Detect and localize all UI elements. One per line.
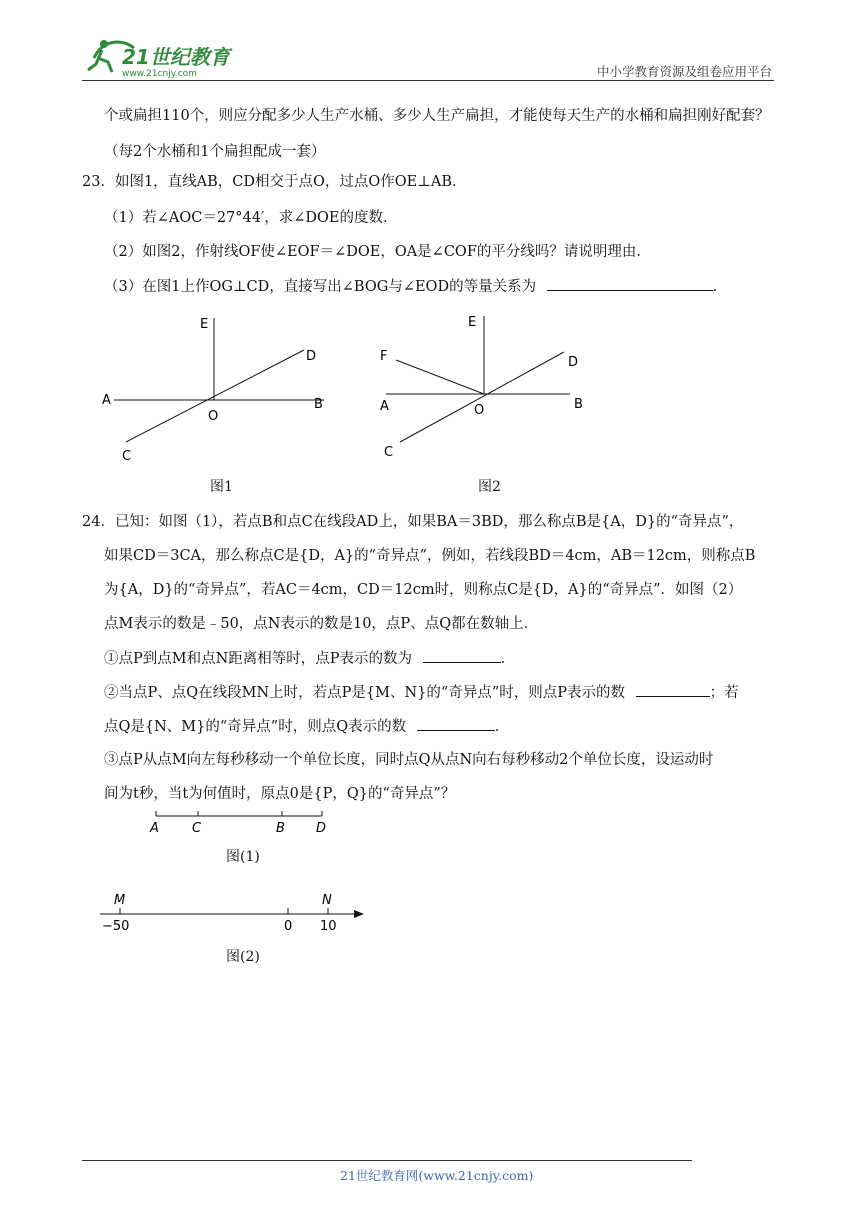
q24-line2: 如果CD＝3CA，那么称点C是{D，A}的“奇异点”，例如，若线段BD＝4cm，AB＝12cm，则称点B (104, 548, 756, 564)
q23-stem: 23．如图1，直线AB，CD相交于点O，过点O作OE⊥AB． (82, 174, 467, 190)
q24-sub3: ③点P从点M向左每秒移动一个单位长度，同时点Q从点N向右每秒移动2个单位长度，设运动时 (104, 752, 714, 768)
fig1-label-C: C (122, 449, 132, 464)
q23-figure1 (96, 308, 346, 468)
footer-link[interactable]: 21世纪教育网(www.21cnjy.com) (340, 1168, 534, 1183)
header-divider (82, 80, 774, 81)
fig1-label-E: E (200, 317, 209, 332)
q24-sub2-blank1[interactable] (636, 682, 710, 697)
q23-answer-blank[interactable] (547, 276, 713, 291)
q23-fig1-caption: 图1 (210, 479, 233, 495)
q24-sub1-blank[interactable] (423, 648, 501, 663)
q24-sub1-end: ． (500, 651, 516, 667)
q23-part3 (104, 276, 727, 297)
logo-url: www.21cnjy.com (122, 69, 197, 79)
numline-label-M: M (114, 893, 126, 908)
fig1-label-D: D (306, 349, 317, 364)
q24-sub2-mid: ；若 (709, 685, 739, 701)
seg-label-B: B (276, 821, 285, 836)
q23-figure2 (372, 308, 602, 468)
q24-figure2 (96, 888, 376, 938)
q23-part1: （1）若∠AOC＝27°44′，求∠DOE的度数． (104, 210, 398, 226)
fig2-label-E: E (468, 315, 477, 330)
fig1-label-B: B (314, 397, 323, 412)
fig1-label-O: O (208, 409, 219, 424)
q24-sub2-blank2[interactable] (417, 716, 495, 731)
fig2-label-C: C (384, 445, 394, 460)
q24-sub2-text2: 点Q是{N、M}的“奇异点”时，则点Q表示的数 (104, 719, 407, 735)
q24-line1: 24．已知：如图（1），若点B和点C在线段AD上，如果BA＝3BD，那么称点B是{A，D}的“奇异点”， (82, 514, 744, 530)
q22-line2: （每2个水桶和1个扁担配成一套） (104, 144, 326, 160)
fig2-label-F: F (380, 349, 388, 364)
fig1-label-A: A (102, 393, 111, 408)
footer-divider (82, 1160, 692, 1161)
numline-label-N: N (322, 893, 332, 908)
numline-value-m: −50 (102, 919, 130, 934)
q24-sub3-cont: 间为t秒，当t为何值时，原点0是{P，Q}的“奇异点”？ (104, 786, 456, 802)
fig2-label-B: B (574, 397, 583, 412)
q24-sub2-cont (104, 716, 509, 737)
numline-value-n: 10 (320, 919, 337, 934)
site-logo (82, 30, 242, 84)
q24-line3: 为{A，D}的“奇异点”，若AC＝4cm，CD＝12cm时，则称点C是{D，A}的“奇异点”．如图（2） (104, 582, 743, 598)
q23-part2: （2）如图2，作射线OF使∠EOF＝∠DOE，OA是∠COF的平分线吗？请说明理由． (104, 244, 651, 260)
q24-sub1-text: ①点P到点M和点N距离相等时，点P表示的数为 (104, 651, 413, 667)
q24-sub2 (104, 682, 739, 703)
q24-figure1 (140, 808, 340, 838)
platform-name: 中小学教育资源及组卷应用平台 (596, 64, 772, 79)
fig2-label-D: D (568, 355, 579, 370)
q24-sub2-end: ． (494, 719, 510, 735)
q23-fig2-caption: 图2 (478, 479, 501, 495)
q23-part3-text: （3）在图1上作OG⊥CD，直接写出∠BOG与∠EOD的等量关系为 (104, 279, 537, 295)
q24-line4: 点M表示的数是﹣50，点N表示的数是10，点P、点Q都在数轴上． (104, 616, 539, 632)
fig2-label-A: A (380, 399, 389, 414)
seg-label-C: C (192, 821, 202, 836)
q24-fig2-caption: 图(2) (226, 949, 260, 965)
q22-line1: 个或扁担110个，则应分配多少人生产水桶、多少人生产扁担，才能使每天生产的水桶和扁担刚好配套？ (104, 108, 770, 124)
q24-sub1 (104, 648, 515, 669)
q24-fig1-caption: 图(1) (226, 849, 260, 865)
fig2-label-O: O (474, 403, 485, 418)
logo-text: 21世纪教育 (122, 45, 230, 69)
q23-part3-end: ． (712, 279, 728, 295)
numline-value-zero: 0 (284, 919, 293, 934)
seg-label-D: D (316, 821, 327, 836)
q24-sub2-text: ②当点P、点Q在线段MN上时，若点P是{M、N}的“奇异点”时，则点P表示的数 (104, 685, 625, 701)
seg-label-A: A (150, 821, 159, 836)
